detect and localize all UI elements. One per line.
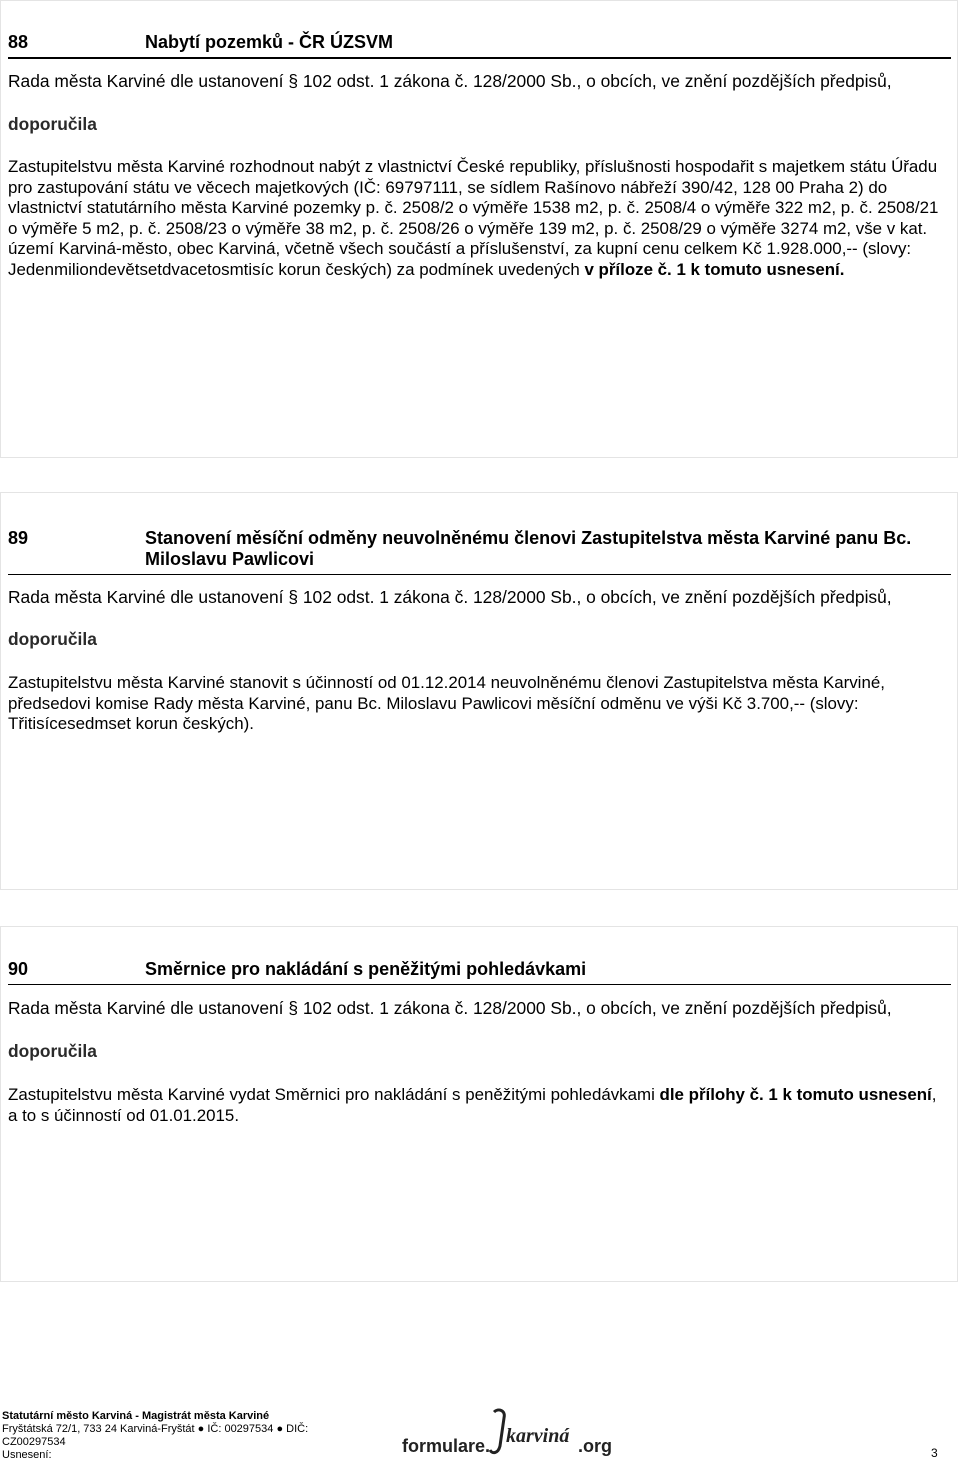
resolution-text <box>8 157 948 280</box>
resolution-heading <box>8 32 951 59</box>
resolution-number: 88 <box>8 32 29 52</box>
logo-swirl-icon <box>490 1410 504 1453</box>
footer-dic: CZ00297534 <box>2 1436 66 1448</box>
resolution-block-88 <box>0 0 958 458</box>
resolution-text-body: Zastupitelstvu města Karviné rozhodnout nabýt z vlastnictví České republiky, příslušnosti hospodařit s majetkem státu Úřadu pro zastupování státu ve věcech majetkových (IČ: 69797111, se sídlem Rašínovo nábřeží 390/42, 128 00 Praha 2) do vlastnictví statutárního města Karviné pozemky p. č. 2508/2 o výměře 1538 m2, p. č. 2508/4 o výměře 322 m2, p. č. 2508/21 o výměře 5 m2, p. č. 2508/23 o výměře 38 m2, p. č. 2508/26 o výměře 139 m2, p. č. 2508/29 o výměře 3274 m2, vše v kat. území Karviná-město, obec Karviná, včetně všech součástí a příslušenství, za kupní cenu celkem Kč 1.928.000,-- (slovy: Jedenmiliondevětsetdvacetosmtisíc korun českých) za podmínek uvedených <box>8 157 939 279</box>
resolution-text: Zastupitelstvu města Karviné stanovit s účinností od 01.12.2014 neuvolněnému členovi Zastupitelstva města Karviné, předsedovi komise Rady města Karviné, panu Bc. Miloslavu Pawlicovi měsíční odměnu ve výši Kč 3.700,-- (slovy: Třitisícesedmset korun českých). <box>8 673 885 733</box>
recommends-label: doporučila <box>8 629 97 649</box>
logo-text-left: formulare. <box>402 1436 491 1456</box>
formulare-karvina-logo <box>402 1406 616 1458</box>
resolution-title: Nabytí pozemků - ČR ÚZSVM <box>145 32 394 52</box>
resolution-text-bold: v příloze č. 1 k tomuto usnesení. <box>584 259 845 279</box>
legal-basis: Rada města Karviné dle ustanovení § 102 odst. 1 zákona č. 128/2000 Sb., o obcích, ve znění pozdějších předpisů, <box>8 587 892 607</box>
resolution-text <box>8 1085 948 1126</box>
resolution-heading <box>8 528 951 575</box>
resolution-number: 90 <box>8 959 29 979</box>
resolution-text-tail: , a to s účinností od 01.01.2015. <box>8 1085 937 1125</box>
recommends-label: doporučila <box>8 114 97 134</box>
recommends-label: doporučila <box>8 1041 97 1061</box>
resolution-heading <box>8 959 951 985</box>
footer-organization: Statutární město Karviná - Magistrát města Karviné <box>2 1410 270 1422</box>
footer-address: Fryštátská 72/1, 733 24 Karviná-Fryštát ● IČ: 00297534 ● DIČ: <box>2 1423 309 1435</box>
resolution-title: Směrnice pro nakládání s peněžitými pohledávkami <box>145 959 587 979</box>
page-number: 3 <box>931 1446 938 1460</box>
logo-text-right: .org <box>578 1436 612 1456</box>
resolution-block-90 <box>0 926 958 1282</box>
resolution-text-body: Zastupitelstvu města Karviné vydat Směrnici pro nakládání s peněžitými pohledávkami <box>8 1085 660 1104</box>
footer-resolution-label: Usnesení: <box>2 1449 52 1461</box>
resolution-text-bold: dle přílohy č. 1 k tomuto usnesení <box>659 1085 932 1104</box>
logo-text-middle: karviná <box>506 1425 570 1447</box>
resolution-block-89 <box>0 492 958 890</box>
legal-basis: Rada města Karviné dle ustanovení § 102 odst. 1 zákona č. 128/2000 Sb., o obcích, ve znění pozdějších předpisů, <box>8 998 892 1018</box>
legal-basis: Rada města Karviné dle ustanovení § 102 odst. 1 zákona č. 128/2000 Sb., o obcích, ve znění pozdějších předpisů, <box>8 71 892 91</box>
footer-info <box>2 1410 308 1462</box>
resolution-title: Stanovení měsíční odměny neuvolněnému členovi Zastupitelstva města Karviné panu Bc. Miloslavu Pawlicovi <box>145 528 912 569</box>
resolution-number: 89 <box>8 528 29 548</box>
